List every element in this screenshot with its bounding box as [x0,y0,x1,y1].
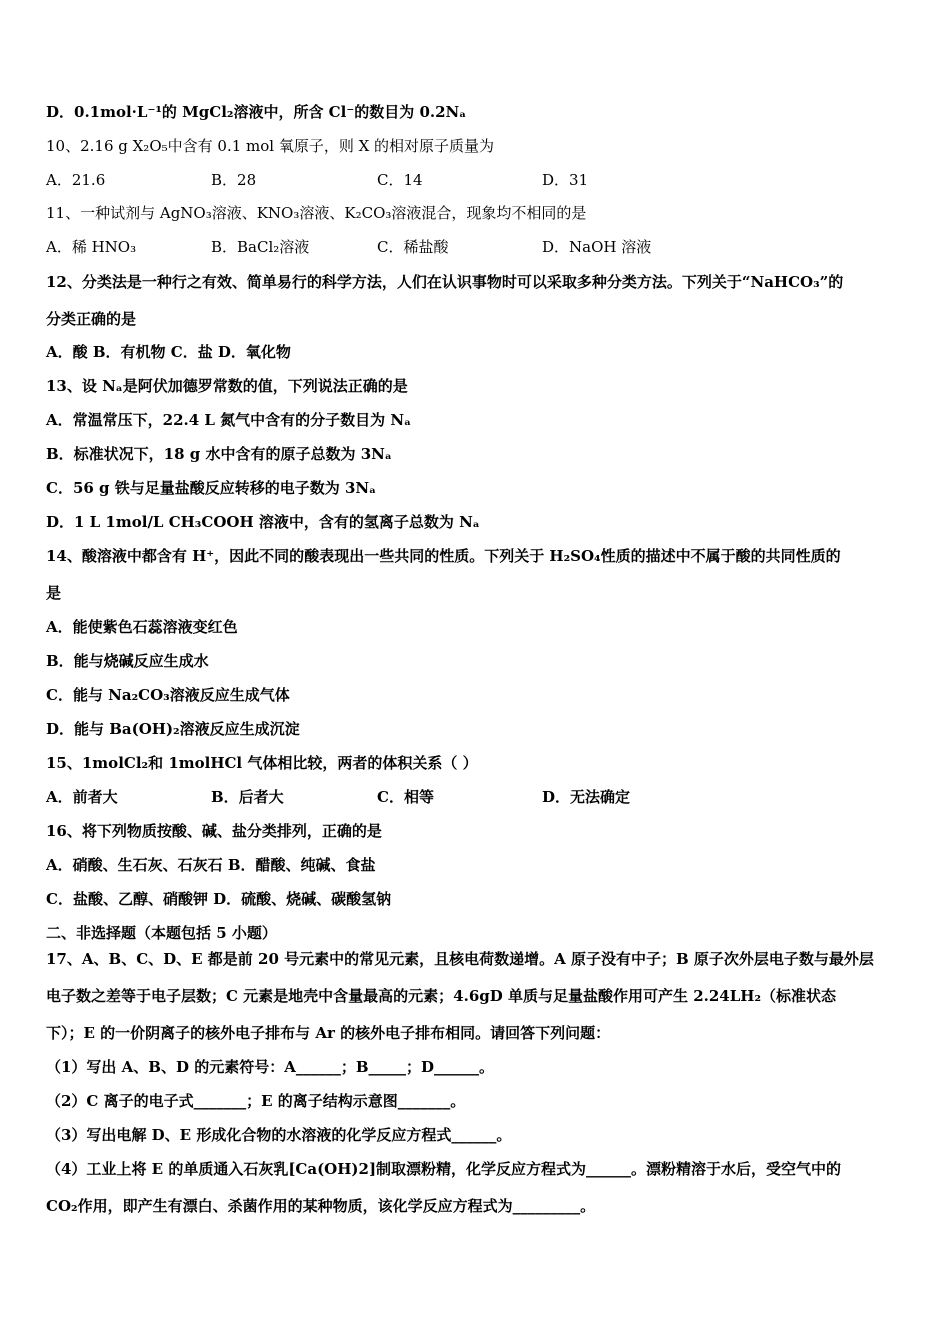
q15-option-d: D．无法确定 [542,788,631,806]
q12-stem-1: 12、分类法是一种行之有效、简单易行的科学方法，人们在认识事物时可以采取多种分类方法。下列关于“NaHCO₃”的 [46,273,844,291]
q11-stem: 11、一种试剂与 AgNO₃溶液、KNO₃溶液、K₂CO₃溶液混合，现象均不相同的是 [46,204,587,222]
section-heading: 二、非选择题（本题包括 5 小题） [46,924,277,942]
q14-option-a: A．能使紫色石蕊溶液变红色 [46,618,238,636]
q9-option-d: D．0.1mol·L⁻¹的 MgCl₂溶液中，所含 Cl⁻的数目为 0.2Nₐ [46,103,467,121]
q10-option-b: B．28 [211,171,257,189]
q16-options-cd: C．盐酸、乙醇、硝酸钾 D．硫酸、烧碱、碳酸氢钠 [46,890,392,908]
q12-stem-2: 分类正确的是 [46,310,137,328]
q13-option-b: B．标准状况下，18 g 水中含有的原子总数为 3Nₐ [46,445,392,463]
q10-option-a: A．21.6 [46,171,106,189]
q14-stem-1: 14、酸溶液中都含有 H⁺，因此不同的酸表现出一些共同的性质。下列关于 H₂SO₄性质的描述中不属于酸的共同性质的 [46,547,841,565]
q15-option-a: A．前者大 [46,788,118,806]
q14-option-c: C．能与 Na₂CO₃溶液反应生成气体 [46,686,290,704]
q15-stem: 15、1molCl₂和 1molHCl 气体相比较，两者的体积关系（ ） [46,754,478,772]
q17-part-4-line-1: （4）工业上将 E 的单质通入石灰乳[Ca(OH)2]制取漂粉精，化学反应方程式为______。漂粉精溶于水后，受空气中的 [46,1160,842,1178]
q13-option-d: D．1 L 1mol/L CH₃COOH 溶液中，含有的氢离子总数为 Nₐ [46,513,480,531]
q15-option-c: C．相等 [377,788,434,806]
q14-option-b: B．能与烧碱反应生成水 [46,652,209,670]
q12-options: A．酸 B．有机物 C．盐 D．氧化物 [46,343,291,361]
q10-stem: 10、2.16 g X₂O₅中含有 0.1 mol 氧原子，则 X 的相对原子质量为 [46,137,495,155]
q17-part-2: （2）C 离子的电子式_______；E 的离子结构示意图_______。 [46,1092,466,1110]
q17-stem-1: 17、A、B、C、D、E 都是前 20 号元素中的常见元素，且核电荷数递增。A 原子没有中子；B 原子次外层电子数与最外层 [46,950,874,968]
q17-stem-2: 电子数之差等于电子层数；C 元素是地壳中含量最高的元素；4.6gD 单质与足量盐酸作用可产生 2.24LH₂（标准状态 [46,987,837,1005]
q14-option-d: D．能与 Ba(OH)₂溶液反应生成沉淀 [46,720,300,738]
q10-option-c: C．14 [377,171,423,189]
q17-part-3: （3）写出电解 D、E 形成化合物的水溶液的化学反应方程式______。 [46,1126,512,1144]
q14-stem-2: 是 [46,584,62,602]
q16-options-ab: A．硝酸、生石灰、石灰石 B．醋酸、纯碱、食盐 [46,856,376,874]
q11-option-c: C．稀盐酸 [377,238,449,256]
q13-option-a: A．常温常压下，22.4 L 氮气中含有的分子数目为 Nₐ [46,411,412,429]
q13-option-c: C．56 g 铁与足量盐酸反应转移的电子数为 3Nₐ [46,479,377,497]
q15-option-b: B．后者大 [211,788,284,806]
q17-part-4-line-2: CO₂作用，即产生有漂白、杀菌作用的某种物质，该化学反应方程式为_________。 [46,1197,596,1215]
q10-option-d: D．31 [542,171,589,189]
q11-option-d: D．NaOH 溶液 [542,238,652,256]
q13-stem: 13、设 Nₐ是阿伏加德罗常数的值，下列说法正确的是 [46,377,408,395]
q17-part-1: （1）写出 A、B、D 的元素符号：A______；B_____；D______。 [46,1058,495,1076]
q16-stem: 16、将下列物质按酸、碱、盐分类排列，正确的是 [46,822,382,840]
q17-stem-3: 下）；E 的一价阴离子的核外电子排布与 Ar 的核外电子排布相同。请回答下列问题： [46,1024,611,1042]
q11-option-b: B．BaCl₂溶液 [211,238,310,256]
q11-option-a: A．稀 HNO₃ [46,238,137,256]
